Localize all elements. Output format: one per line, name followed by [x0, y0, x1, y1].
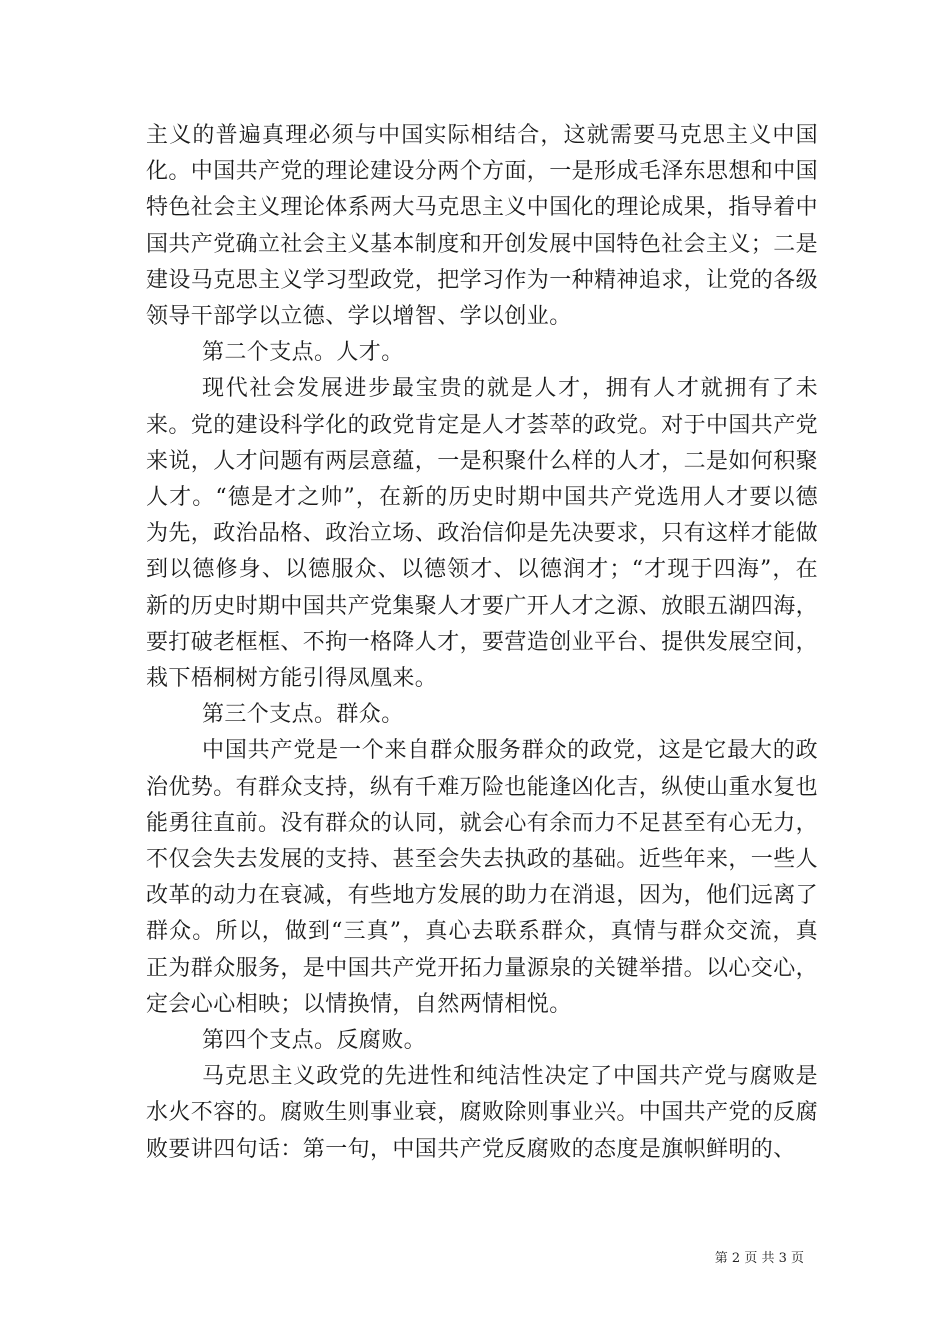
section-heading-masses: 第三个支点。群众。	[202, 702, 404, 728]
section-heading-talent: 第二个支点。人才。	[202, 340, 404, 366]
paragraph-masses: 中国共产党是一个来自群众服务群众的政党，这是它最大的政治优势。有群众支持，纵有千难万险也能逢凶化吉，纵使山重水复也能勇往直前。没有群众的认同，就会心有余而力不足甚至有心无力，不仅会失去发展的支持、甚至会失去执政的基础。近些年来，一些人改革的动力在衰减，有些地方发展的助力在消退，因为，他们远离了群众。所以，做到“三真”，真心去联系群众，真情与群众交流，真正为群众服务，是中国共产党开拓力量源泉的关键举措。以心交心，定会心心相映；以情换情，自然两情相悦。	[146, 738, 819, 1017]
paragraph-anticorruption: 马克思主义政党的先进性和纯洁性决定了中国共产党与腐败是水火不容的。腐败生则事业衰，腐败除则事业兴。中国共产党的反腐败要讲四句话：第一句，中国共产党反腐败的态度是旗帜鲜明的、	[146, 1064, 819, 1162]
paragraph-1: 主义的普遍真理必须与中国实际相结合，这就需要马克思主义中国化。中国共产党的理论建设分两个方面，一是形成毛泽东思想和中国特色社会主义理论体系两大马克思主义中国化的理论成果，指导着中国共产党确立社会主义基本制度和开创发展中国特色社会主义；二是建设马克思主义学习型政党，把学习作为一种精神追求，让党的各级领导干部学以立德、学以增智、学以创业。	[146, 123, 819, 330]
page-number: 第 2 页 共 3 页	[714, 1251, 804, 1266]
paragraph-talent: 现代社会发展进步最宝贵的就是人才，拥有人才就拥有了未来。党的建设科学化的政党肯定是人才荟萃的政党。对于中国共产党来说，人才问题有两层意蕴，一是积聚什么样的人才，二是如何积聚人才。“德是才之帅”，在新的历史时期中国共产党选用人才要以德为先，政治品格、政治立场、政治信仰是先决要求，只有这样才能做到以德修身、以德服众、以德领才、以德润才；“才现于四海”，在新的历史时期中国共产党集聚人才要广开人才之源、放眼五湖四海，要打破老框框、不拘一格降人才，要营造创业平台、提供发展空间，栽下梧桐树方能引得凤凰来。	[146, 376, 819, 692]
section-heading-anticorruption: 第四个支点。反腐败。	[202, 1028, 427, 1054]
document-body	[146, 118, 818, 1168]
